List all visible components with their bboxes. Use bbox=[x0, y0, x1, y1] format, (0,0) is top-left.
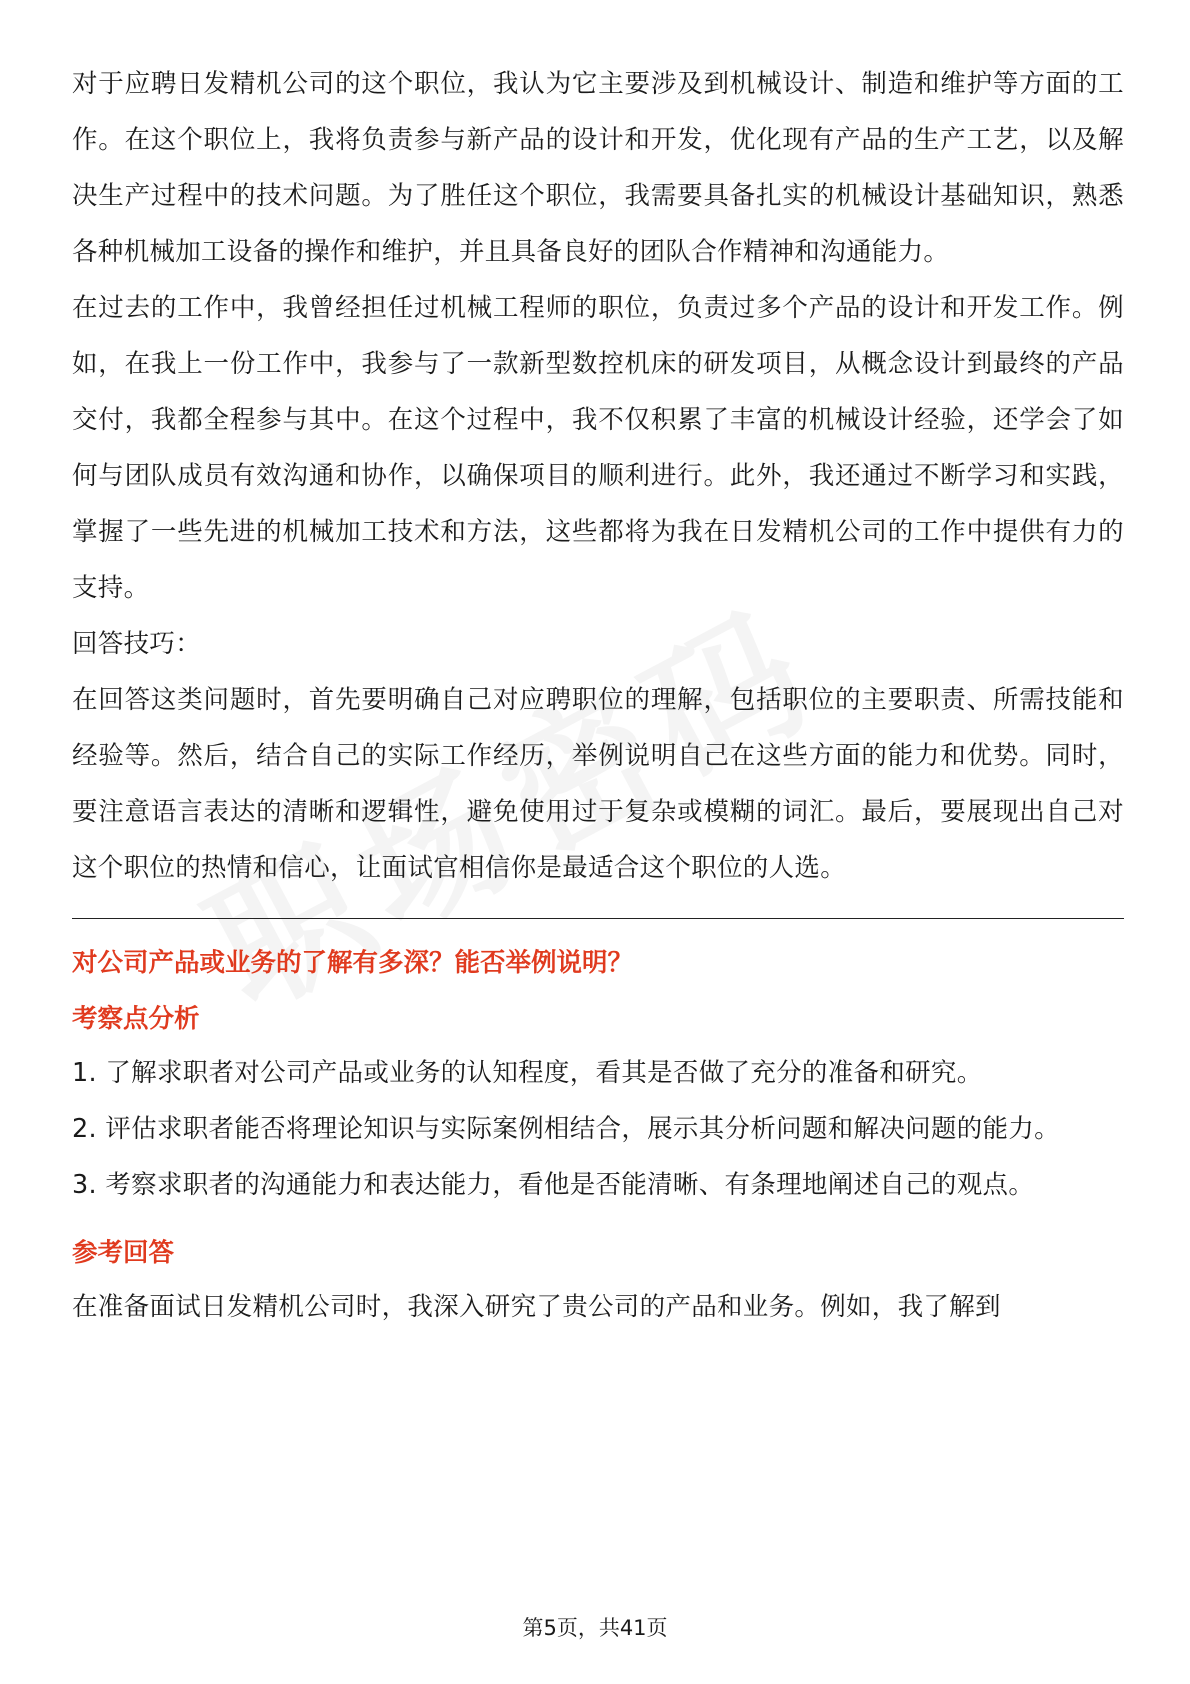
page-number: 第5页，共41页 bbox=[522, 1616, 668, 1640]
reference-answer-text: 在准备面试日发精机公司时，我深入研究了贵公司的产品和业务。例如，我了解到 bbox=[72, 1292, 1001, 1322]
paragraph-role-understanding: 对于应聘日发精机公司的这个职位，我认为它主要涉及到机械设计、制造和维护等方面的工作。在这个职位上，我将负责参与新产品的设计和开发，优化现有产品的生产工艺，以及解决生产过程中的技术问题。为了胜任这个职位，我需要具备扎实的机械设计基础知识，熟悉各种机械加工设备的操作和维护，并且具备良好的团队合作精神和沟通能力。 bbox=[72, 69, 1124, 267]
paragraph-work-experience: 在过去的工作中，我曾经担任过机械工程师的职位，负责过多个产品的设计和开发工作。例如，在我上一份工作中，我参与了一款新型数控机床的研发项目，从概念设计到最终的产品交付，我都全程参与其中。在这个过程中，我不仅积累了丰富的机械设计经验，还学会了如何与团队成员有效沟通和协作，以确保项目的顺利进行。此外，我还通过不断学习和实践，掌握了一些先进的机械加工技术和方法，这些都将为我在日发精机公司的工作中提供有力的支持。 bbox=[72, 293, 1124, 603]
section-divider bbox=[72, 918, 1124, 919]
page-content bbox=[72, 56, 1124, 1335]
paragraph-answer-tips: 在回答这类问题时，首先要明确自己对应聘职位的理解，包括职位的主要职责、所需技能和经验等。然后，结合自己的实际工作经历，举例说明自己在这些方面的能力和优势。同时，要注意语言表达的清晰和逻辑性，避免使用过于复杂或模糊的词汇。最后，要展现出自己对这个职位的热情和信心，让面试官相信你是最适合这个职位的人选。 bbox=[72, 685, 1124, 883]
question-title: 对公司产品或业务的了解有多深？能否举例说明？ bbox=[72, 948, 634, 978]
analysis-item-2: 2. 评估求职者能否将理论知识与实际案例相结合，展示其分析问题和解决问题的能力。 bbox=[72, 1114, 1060, 1144]
analysis-item-1: 1. 了解求职者对公司产品或业务的认知程度，看其是否做了充分的准备和研究。 bbox=[72, 1058, 983, 1088]
analysis-heading: 考察点分析 bbox=[72, 1004, 200, 1034]
analysis-item-3: 3. 考察求职者的沟通能力和表达能力，看他是否能清晰、有条理地阐述自己的观点。 bbox=[72, 1170, 1035, 1200]
reference-answer-heading: 参考回答 bbox=[72, 1238, 175, 1268]
answer-tips-label: 回答技巧： bbox=[72, 629, 202, 659]
